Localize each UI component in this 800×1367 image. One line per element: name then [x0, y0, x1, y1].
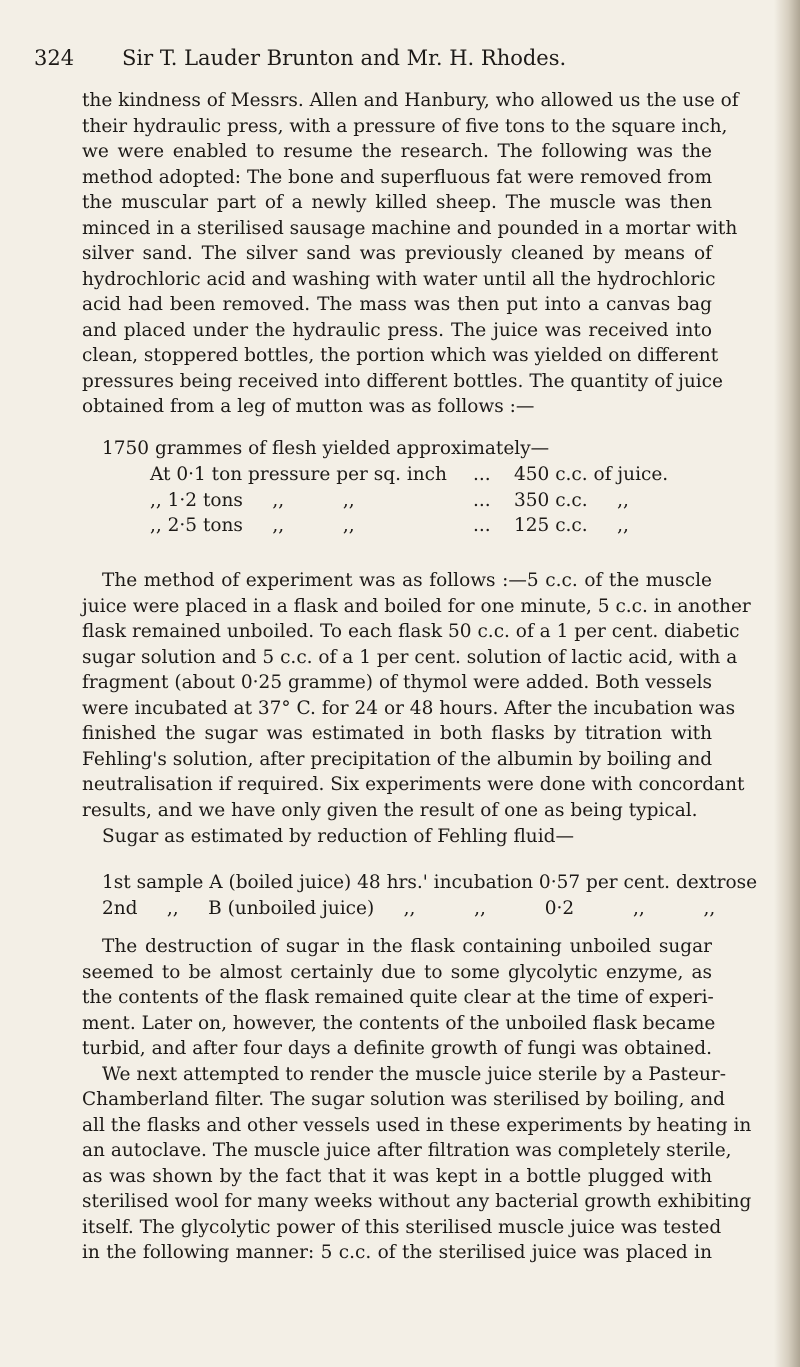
yield-table: [150, 462, 720, 539]
text-line: results, and we have only given the result of one as being typical.: [82, 799, 698, 821]
text-line: ment. Later on, however, the contents of the unboiled flask became: [82, 1012, 716, 1034]
text-line: flask remained unboiled. To each flask 50 c.c. of a 1 per cent. diabetic: [82, 621, 740, 642]
yield-volume: 125 c.c. ,,: [514, 515, 629, 536]
yield-pressure: At 0·1 ton pressure per sq. inch: [150, 464, 447, 485]
text-line: Fehling's solution, after precipitation of the albumin by boiling and: [82, 748, 713, 770]
text-line: the kindness of Messrs. Allen and Hanbury, who allowed us the use of: [82, 90, 739, 111]
yield-row: [150, 488, 720, 514]
sugar-table: [102, 870, 757, 921]
yield-dots: ...: [473, 464, 491, 485]
text-line: the muscular part of a newly killed sheep. The muscle was then: [82, 192, 712, 213]
sugar-intro: Sugar as estimated by reduction of Fehling fluid—: [102, 826, 574, 847]
sugar-row: 1st sample A (boiled juice) 48 hrs.' incubation 0·57 per cent. dextrose: [102, 872, 758, 893]
text-line: sterilised wool for many weeks without any bacterial growth exhibiting: [82, 1191, 752, 1212]
yield-intro: 1750 grammes of flesh yielded approximately—: [102, 438, 550, 459]
text-line: The destruction of sugar in the flask containing unboiled sugar: [102, 936, 712, 957]
text-line: itself. The glycolytic power of this sterilised muscle juice was tested: [82, 1216, 722, 1238]
text-line: The method of experiment was as follows :—5 c.c. of the muscle: [102, 570, 712, 591]
text-line: sugar solution and 5 c.c. of a 1 per cent. solution of lactic acid, with a: [82, 646, 738, 668]
text-line: fragment (about 0·25 gramme) of thymol were added. Both vessels: [82, 672, 712, 693]
paragraph-destruction: [82, 934, 752, 1266]
text-line: acid had been removed. The mass was then put into a canvas bag: [82, 294, 712, 315]
text-line: their hydraulic press, with a pressure of five tons to the square inch,: [82, 115, 728, 137]
text-line: turbid, and after four days a definite growth of fungi was obtained.: [82, 1038, 712, 1059]
yield-pressure: ,, 1·2 tons ,, ,,: [150, 489, 355, 511]
text-line: obtained from a leg of mutton was as follows :—: [82, 396, 535, 417]
yield-dots: ...: [473, 489, 491, 511]
text-line: silver sand. The silver sand was previously cleaned by means of: [82, 243, 712, 264]
sugar-row: 2nd ,, B (unboiled juice) ,, ,, 0·2 ,, ,,: [102, 897, 716, 919]
yield-pressure: ,, 2·5 tons ,, ,,: [150, 515, 355, 536]
text-line: all the flasks and other vessels used in these experiments by heating in: [82, 1114, 752, 1136]
text-line: and placed under the hydraulic press. The juice was received into: [82, 319, 712, 341]
text-line: Chamberland filter. The sugar solution was sterilised by boiling, and: [82, 1089, 725, 1110]
text-line: We next attempted to render the muscle juice sterile by a Pasteur-: [102, 1063, 726, 1085]
text-line: seemed to be almost certainly due to some glycolytic enzyme, as: [82, 961, 712, 983]
text-line: pressures being received into different bottles. The quantity of juice: [82, 370, 723, 392]
text-line: the contents of the flask remained quite clear at the time of experi-: [82, 987, 714, 1008]
text-line: an autoclave. The muscle juice after filtration was completely sterile,: [82, 1140, 732, 1161]
text-line: as was shown by the fact that it was kept in a bottle plugged with: [82, 1165, 712, 1187]
text-line: in the following manner: 5 c.c. of the sterilised juice was placed in: [82, 1242, 712, 1263]
text-line: were incubated at 37° C. for 24 or 48 hours. After the incubation was: [82, 697, 736, 719]
yield-dots: ...: [473, 515, 491, 536]
text-line: finished the sugar was estimated in both flasks by titration with: [82, 723, 712, 744]
text-line: minced in a sterilised sausage machine and pounded in a mortar with: [82, 217, 738, 239]
yield-row: [150, 462, 720, 488]
text-line: neutralisation if required. Six experiments were done with concordant: [82, 774, 745, 795]
yield-row: [150, 513, 720, 539]
page-edge-shadow: [774, 0, 800, 1367]
yield-volume: 450 c.c. of juice.: [514, 464, 669, 485]
paragraph-experiment: [82, 568, 751, 823]
text-line: hydrochloric acid and washing with water until all the hydrochloric: [82, 268, 716, 290]
text-line: method adopted: The bone and superfluous fat were removed from: [82, 166, 712, 188]
page-number: 324: [34, 46, 75, 70]
yield-volume: 350 c.c. ,,: [514, 489, 629, 511]
paragraph-method: [82, 88, 739, 420]
text-line: clean, stoppered bottles, the portion which was yielded on different: [82, 345, 719, 366]
running-header: [34, 46, 566, 70]
text-line: juice were placed in a flask and boiled for one minute, 5 c.c. in another: [82, 595, 751, 617]
running-title: Sir T. Lauder Brunton and Mr. H. Rhodes.: [122, 46, 567, 70]
text-line: we were enabled to resume the research. The following was the: [82, 141, 712, 162]
